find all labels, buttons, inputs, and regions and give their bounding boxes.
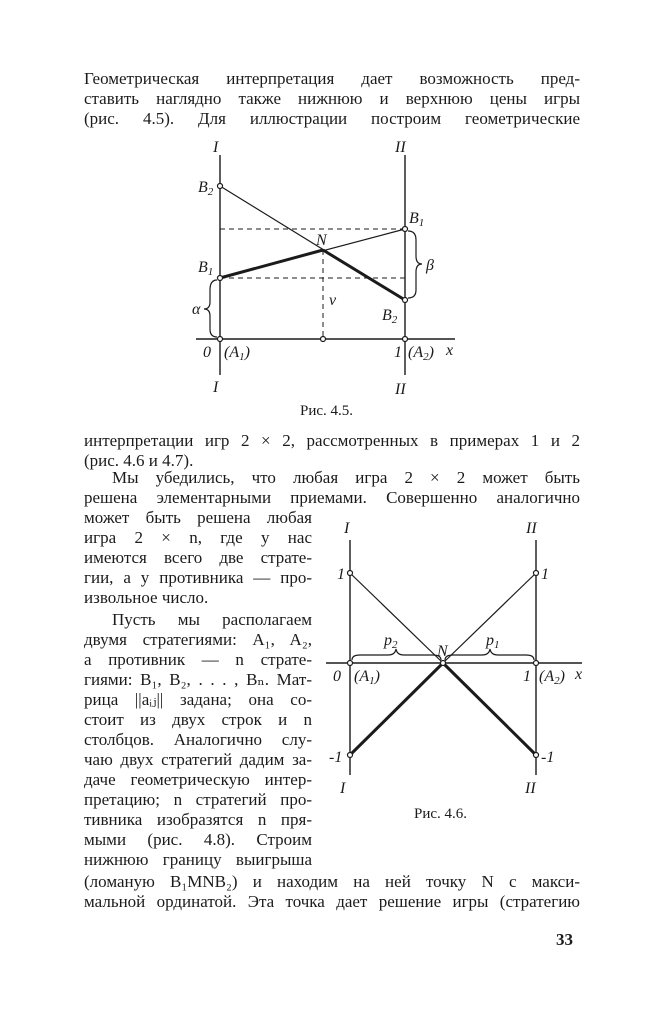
- svg-text:(A1): (A1): [354, 668, 380, 687]
- text-line: а противник — n страте-: [84, 650, 312, 669]
- text-line: мальной ординатой. Эта точка дает решение игры (стратегию: [84, 892, 580, 911]
- text-line: претацию; n стратегий про-: [84, 790, 312, 809]
- label-p1: p: [486, 632, 494, 649]
- label-one: 1: [394, 344, 402, 361]
- label-x: x: [575, 666, 583, 683]
- svg-text:(A2): (A2): [408, 344, 434, 363]
- label-N: N: [437, 643, 448, 660]
- text-line: даче геометрическую интер-: [84, 770, 312, 789]
- text-line: Мы убедились, что любая игра 2 × 2 может быть: [112, 468, 580, 487]
- label-B1-right: B: [409, 210, 419, 227]
- caption-fig-4-5: Рис. 4.5.: [300, 403, 354, 419]
- label-alpha: α: [192, 301, 201, 318]
- label-p2: p: [384, 632, 392, 649]
- text-line: гиями: B₁, B₂, . . . , Bₙ. Мат-: [84, 670, 312, 689]
- svg-text:(A1): (A1): [224, 344, 250, 363]
- text-line: (ломаную B₁MNB₂) и находим на ней точку N с макси-: [84, 872, 580, 891]
- label-axis-I-bottom: I: [340, 780, 346, 797]
- text-line: рица ||aᵢⱼ|| задана; она со-: [84, 690, 312, 709]
- text-line: извольное число.: [84, 588, 209, 607]
- label-right-one: 1: [541, 566, 549, 583]
- svg-text:p1: p1: [486, 632, 500, 651]
- svg-text:B2: B2: [198, 179, 214, 198]
- label-N: N: [316, 232, 327, 249]
- label-axis-II-top: II: [526, 520, 537, 537]
- text-line: Пусть мы располагаем: [112, 610, 312, 629]
- svg-text:B2: B2: [382, 307, 398, 326]
- label-B2-left: B: [198, 179, 208, 196]
- label-x: x: [446, 342, 454, 359]
- brace-p1: [445, 649, 534, 660]
- svg-text:B1: B1: [409, 210, 425, 229]
- svg-text:p2: p2: [384, 632, 398, 651]
- text-line: ставить наглядно также нижнюю и верхнюю цены игры: [84, 89, 580, 108]
- text-line: Геометрическая интерпретация дает возможность пред-: [84, 69, 580, 88]
- label-one: 1: [523, 668, 531, 685]
- label-origin: 0: [203, 344, 211, 361]
- text-line: игра 2 × n, где у нас: [84, 528, 312, 547]
- text-line: мыми (рис. 4.8). Строим: [84, 830, 312, 849]
- label-axis-I-bottom: I: [213, 379, 219, 396]
- text-line: тивника изобразятся n пря-: [84, 810, 312, 829]
- label-B1-left: B: [198, 259, 208, 276]
- label-axis-II-top: II: [395, 139, 406, 156]
- text-line: может быть решена любая: [84, 508, 312, 527]
- caption-fig-4-6: Рис. 4.6.: [414, 806, 468, 822]
- svg-text:(A2): (A2): [539, 668, 565, 687]
- text-line: (рис. 4.6 и 4.7).: [84, 451, 194, 470]
- text-line: чаю двух стратегий дадим за-: [84, 750, 312, 769]
- text-line: столбцов. Аналогично слу-: [84, 730, 312, 749]
- text-line: (рис. 4.5). Для иллюстрации построим геометрические: [84, 109, 580, 128]
- label-beta: β: [426, 257, 434, 274]
- label-left-minus-one: -1: [329, 749, 343, 766]
- text-line: нижнюю границу выигрыша: [84, 850, 312, 869]
- page-number: 33: [556, 930, 573, 949]
- text-line: интерпретации игр 2 × 2, рассмотренных в примерах 1 и 2: [84, 431, 580, 450]
- label-axis-I-top: I: [213, 139, 219, 156]
- label-axis-II-bottom: II: [525, 780, 536, 797]
- label-origin: 0: [333, 668, 341, 685]
- label-axis-II-bottom: II: [395, 381, 406, 398]
- label-axis-I-top: I: [344, 520, 350, 537]
- label-B2-right: B: [382, 307, 392, 324]
- text-line: стоит из двух строк и n: [84, 710, 312, 729]
- label-left-one: 1: [337, 566, 345, 583]
- label-nu: ν: [329, 292, 337, 309]
- text-line: двумя стратегиями: A₁, A₂,: [84, 630, 312, 649]
- text-line: гии, а у противника — про-: [84, 568, 312, 587]
- svg-text:B1: B1: [198, 259, 214, 278]
- label-right-minus-one: -1: [541, 749, 555, 766]
- text-line: имеются всего две страте-: [84, 548, 312, 567]
- text-line: решена элементарными приемами. Совершенно аналогично: [84, 488, 580, 507]
